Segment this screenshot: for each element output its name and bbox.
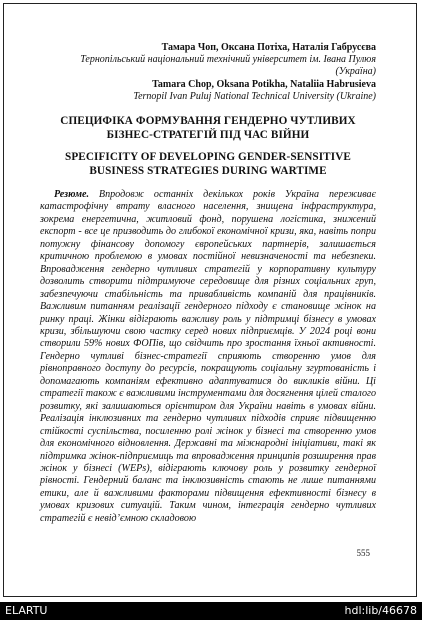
abstract-label: Резюме. <box>54 189 89 200</box>
affiliation-english: Ternopil Ivan Puluj National Technical University (Ukraine) <box>133 91 376 102</box>
footer-repository-label: ELARTU <box>5 604 48 617</box>
footer-handle-label: hdl:lib/46678 <box>344 604 417 617</box>
abstract-paragraph <box>40 189 376 525</box>
authors-english: Tamara Chop, Oksana Potikha, Nataliia Habrusieva <box>152 79 376 90</box>
abstract-text: Впродовж останніх декількох років Україна переживає катастрофічну втрату власного населення, знищена інфраструктура, зокрема енергетична, житловий фонд, порушена логістика, знижений експорт - все це призводить до глибокої економічної кризи, яка, навіть попри потужну фінансову допомогу європейських партнерів, залишається критичною проблемою в умовах постійної невизначеності та небезпеки. Впровадження гендерно чутливих стратегій у корпоративну культуру дозволить створити підтримуюче середовище для різних соціальних груп, забезпечуючи стабільність та привабливість компаній для працівників. Важливим питанням реалізації гендерного підходу є становище жінок на ринку праці. Жінки відіграють важливу роль у підтримці бізнесу в умовах кризи, збільшуючи свою частку серед нових підприємців. У 2024 році вони створили 59% нових ФОПів, що свідчить про зростання їхньої активності. Гендерно чутливі бізнес-стратегії сприяють створенню умов для рівноправного доступу до ресурсів, покращують соціальну згуртованість і допомагають компаніям ефективно адаптуватися до викликів війни. Ці стратегії також є важливими інструментами для досягнення цілей сталого розвитку, які залишаються орієнтиром для України навіть в умовах війни. Реалізація інклюзивних та гендерно чутливих підходів сприяє підвищенню стійкості суспільства, посиленню ролі жінок у бізнесі та створенню умов для економічного відновлення. Державні та міжнародні ініціативи, такі як підтримка жінок-підприємиць та впровадження принципів розширення прав жінок у бізнесі (WEPs), відіграють ключову роль у розвитку гендерної рівності. Гендерний баланс та інклюзивність стають не лише питаннями етики, але й важливими факторами підвищення ефективності бізнесу в умовах кризових ситуацій. Таким чином, інтеграція гендерно чутливих стратегій є невід’ємною складовою <box>40 189 376 524</box>
title-english: SPECIFICITY OF DEVELOPING GENDER-SENSITIVE BUSINESS STRATEGIES DURING WARTIME <box>65 151 351 177</box>
page-number: 555 <box>356 548 370 558</box>
authors-ukrainian: Тамара Чоп, Оксана Потіха, Наталія Габрусєва <box>161 42 376 53</box>
affiliation-ukrainian: Тернопільський національний технічний університет ім. Івана Пулюя (Україна) <box>80 54 376 77</box>
page-content <box>40 42 376 525</box>
footer-bar <box>0 602 422 620</box>
title-ukrainian: СПЕЦИФІКА ФОРМУВАННЯ ГЕНДЕРНО ЧУТЛИВИХ БІЗНЕС-СТРАТЕГІЙ ПІД ЧАС ВІЙНИ <box>60 115 356 141</box>
